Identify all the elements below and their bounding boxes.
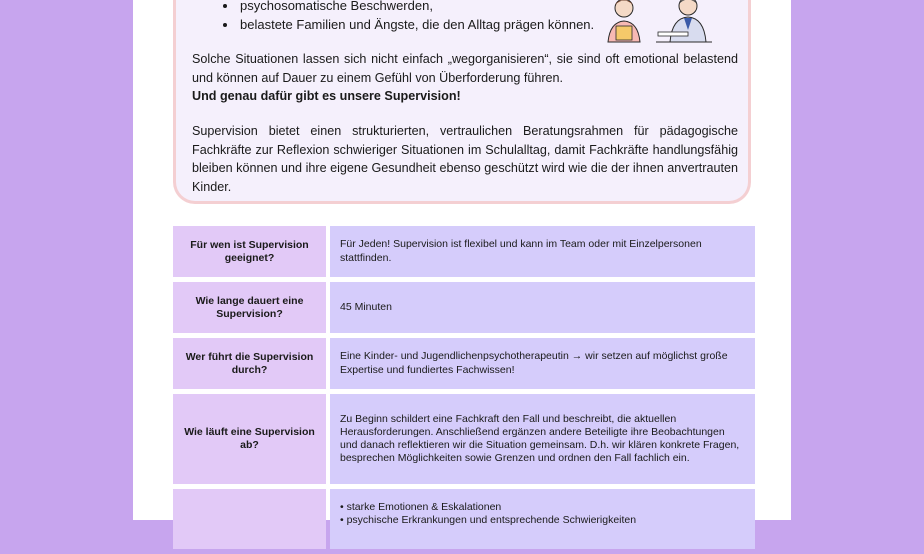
table-row [173, 338, 755, 389]
answer-list [340, 501, 636, 527]
answer-cell: Zu Beginn schildert eine Fachkraft den Fall und beschreibt, die aktuellen Herausforderungen. Anschließend ergänzen andere Beteiligte ihre Beobachtungen und danach reflektieren wir die Situation gemeinsam. D.h. wir klären konkrete Fragen, besprechen Möglichkeiten sowie Grenzen und ordnen den Fall fachlich ein. [330, 394, 755, 484]
list-item: • psychosomatische Beschwerden, [238, 0, 638, 15]
answer-cell [330, 489, 755, 549]
list-item: • belastete Familien und Ängste, die den Alltag prägen können. [238, 15, 638, 34]
answer-cell: 45 Minuten [330, 282, 755, 333]
question-cell: Für wen ist Supervision geeignet? [173, 226, 326, 277]
list-item: • starke Emotionen & Eskalationen [340, 501, 636, 514]
answer-cell: Eine Kinder- und Jugendlichenpsychotherapeutin → wir setzen auf möglichst große Expertise und fundiertes Fachwissen! [330, 338, 755, 389]
list-item: • psychische Erkrankungen und entsprechende Schwierigkeiten [340, 514, 636, 527]
question-cell [173, 489, 326, 549]
answer-cell: Für Jeden! Supervision ist flexibel und kann im Team oder mit Einzelpersonen stattfinden. [330, 226, 755, 277]
table-row [173, 394, 755, 484]
document-page [133, 0, 791, 527]
table-row [173, 226, 755, 277]
question-cell: Wie läuft eine Supervision ab? [173, 394, 326, 484]
intro-paragraph [192, 50, 738, 106]
question-cell: Wie lange dauert eine Supervision? [173, 282, 326, 333]
intro-bullet-list [212, 0, 638, 34]
intro-emphasis: Und genau dafür gibt es unsere Supervision! [192, 89, 461, 103]
table-row [173, 489, 755, 549]
intro-text: Solche Situationen lassen sich nicht einfach „wegorganisieren“, sie sind oft emotional belastend und können auf Dauer zu einem Gefühl von Überforderung führen. [192, 52, 738, 85]
faq-table [173, 226, 755, 554]
question-cell: Wer führt die Supervision durch? [173, 338, 326, 389]
counseling-illustration [596, 0, 716, 46]
intro-box [173, 0, 751, 204]
table-row [173, 282, 755, 333]
supervision-description: Supervision bietet einen strukturierten, vertraulichen Beratungsrahmen für pädagogische Fachkräfte zur Reflexion schwieriger Situationen im Schulalltag, damit Fachkräfte handlungsfähig bleiben können und ihre eigene Gesundheit ebenso geschützt wird wie die der ihnen anvertrauten Kinder. [192, 124, 738, 194]
